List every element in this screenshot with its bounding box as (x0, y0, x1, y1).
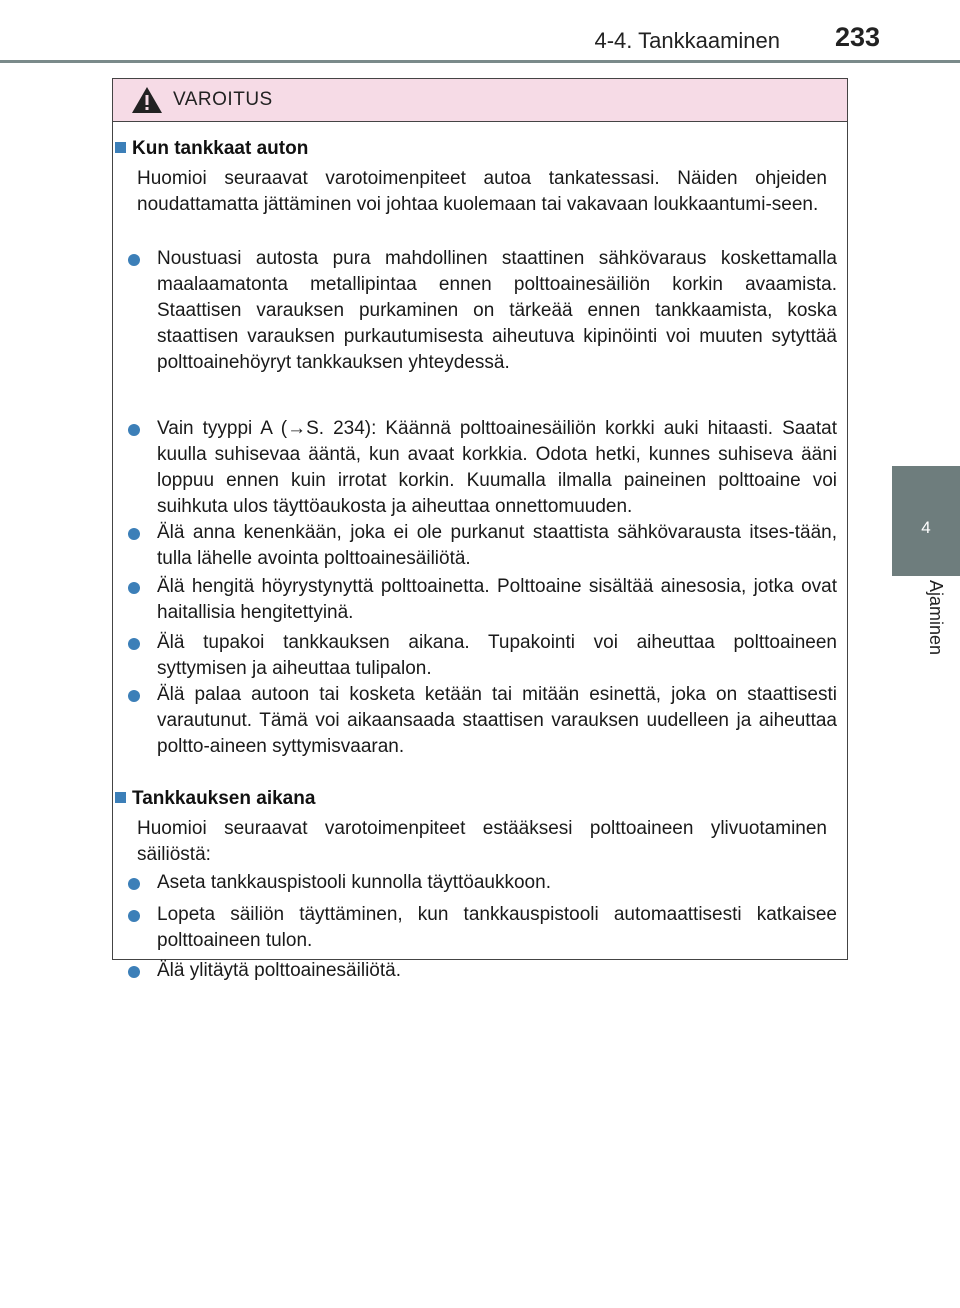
warning-title: VAROITUS (173, 89, 273, 110)
square-bullet-icon (115, 142, 126, 153)
bullet-text: Vain tyyppi A (→S. 234): Käännä polttoainesäiliön korkki auki hitaasti. Saatat kuulla suhisevaa ääntä, kun avaat korkkia. Odota hetki, kunnes suhiseva ääni loppuu ennen kuin irrotat korkin. Kuumalla ilmalla paineinen polttoaine voi suihkuta ulos täyttöaukosta ja aiheuttaa onnettomuuden. (157, 418, 837, 517)
bullet-icon (128, 878, 140, 890)
warning-triangle-icon (131, 86, 163, 114)
bullet-text: Noustuasi autosta pura mahdollinen staattinen sähkövaraus koskettamalla maalaamatonta metallipintaa ennen polttoainesäiliön korkin avaamista. Staattisen varauksen purkaminen on tärkeää ennen tankkaamista, koska staattisen varauksen purkautumisesta aiheutuva kipinöinti voi muuten sytyttää polttoainehöyryt tankkauksen yhteydessä. (157, 248, 837, 373)
chapter-label: Ajaminen (926, 580, 946, 656)
bullet-icon (128, 690, 140, 702)
bullet-icon (128, 966, 140, 978)
section-heading: Kun tankkaat auton (113, 138, 308, 160)
chapter-number: 4 (921, 518, 931, 537)
section-intro: Huomioi seuraavat varotoimenpiteet estääksesi polttoaineen ylivuotaminen säiliöstä: (137, 818, 827, 865)
bullet-text: Älä tupakoi tankkauksen aikana. Tupakointi voi aiheuttaa polttoaineen syttymisen ja aiheuttaa tulipalon. (157, 632, 837, 679)
bullet-text: Älä palaa autoon tai kosketa ketään tai mitään esinettä, joka on staattisesti varautunut. Tämä voi aikaansaada staattisen varauksen uudelleen ja aiheuttaa poltto-aineen syttymisvaaran. (157, 684, 837, 757)
warning-box (112, 78, 848, 981)
bullet-icon (128, 910, 140, 922)
section-heading: Tankkauksen aikana (113, 788, 315, 810)
bullet-text: Aseta tankkauspistooli kunnolla täyttöaukkoon. (157, 872, 551, 893)
bullet-icon (128, 424, 140, 436)
bullet-icon (128, 638, 140, 650)
section-title: 4-4. Tankkaaminen (594, 28, 780, 53)
warning-header (113, 79, 847, 122)
section-intro: Huomioi seuraavat varotoimenpiteet autoa tankatessasi. Näiden ohjeiden noudattamatta jättäminen voi johtaa kuolemaan tai vakavaan loukkaantumi-seen. (137, 168, 827, 215)
bullet-icon (128, 254, 140, 266)
bullet-text: Älä hengitä höyrystynyttä polttoainetta. Polttoaine sisältää ainesosia, jotka ovat haitallisia hengitettyinä. (157, 576, 837, 623)
bullet-text: Lopeta säiliön täyttäminen, kun tankkauspistooli automaattisesti katkaisee polttoaineen tulon. (157, 904, 837, 951)
header-rule (0, 60, 960, 63)
bullet-text: Älä ylitäytä polttoainesäiliötä. (157, 960, 401, 981)
page-number: 233 (834, 22, 880, 52)
bullet-icon (128, 528, 140, 540)
square-bullet-icon (115, 792, 126, 803)
bullet-icon (128, 582, 140, 594)
bullet-text: Älä anna kenenkään, joka ei ole purkanut staattista sähkövarausta itses-tään, tulla lähelle avointa polttoainesäiliötä. (157, 522, 837, 569)
